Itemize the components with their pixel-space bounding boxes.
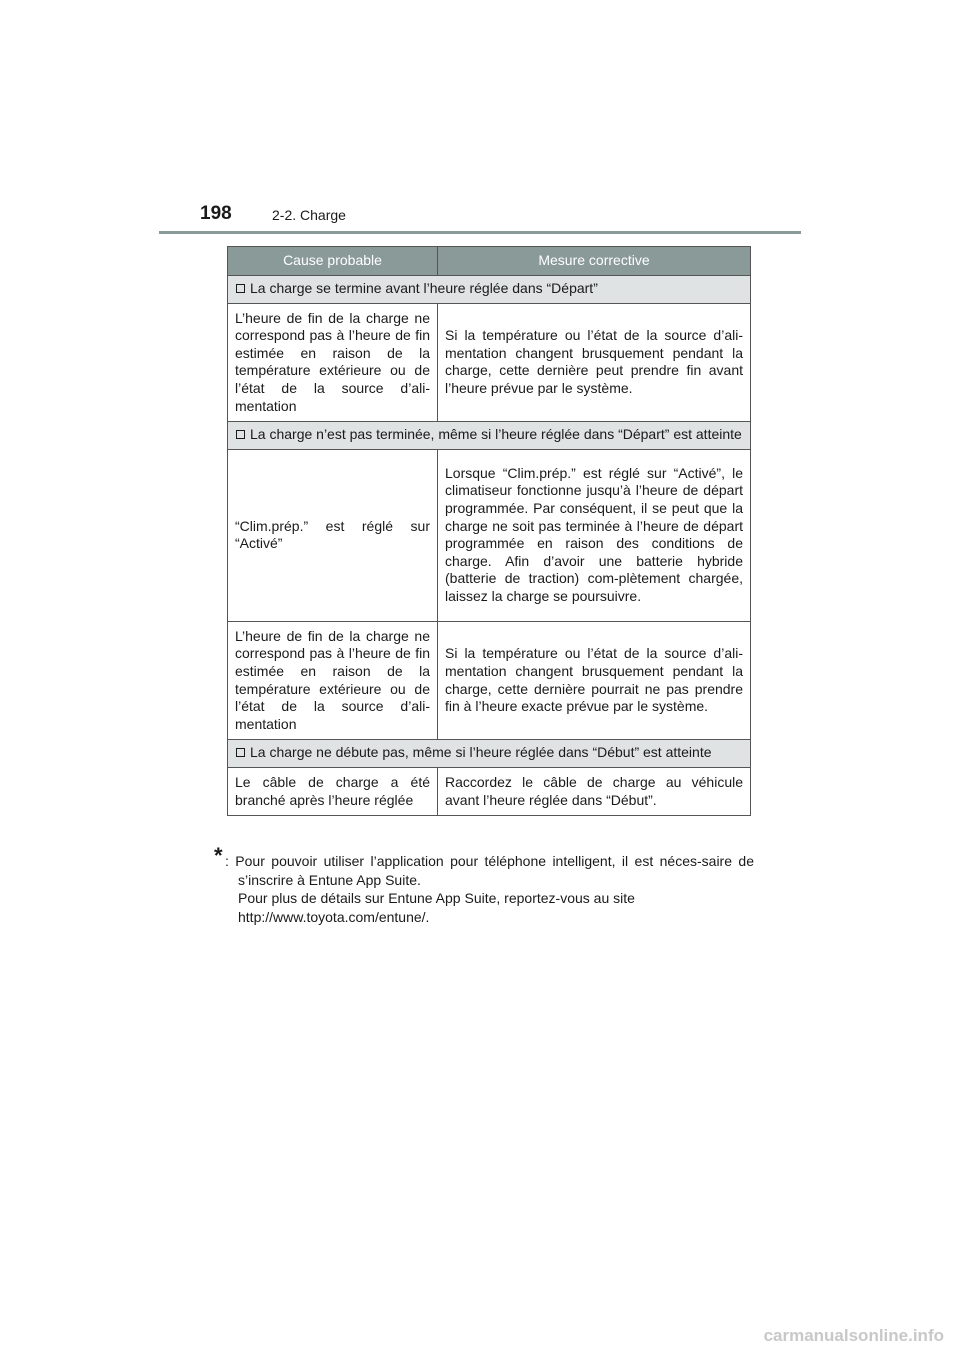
table-row	[228, 303, 751, 422]
table-header-row	[228, 247, 751, 276]
header-rule	[159, 231, 801, 234]
footnote-line-2: Pour plus de détails sur Entune App Suite, reportez-vous au site	[238, 890, 635, 906]
group-cell	[228, 740, 751, 768]
troubleshooting-table	[227, 246, 751, 816]
group-title: La charge n’est pas terminée, même si l’heure réglée dans “Départ” est atteinte	[250, 426, 742, 443]
checkbox-bullet-icon	[236, 430, 245, 439]
column-header-cause: Cause probable	[228, 247, 438, 276]
remedy-cell: Si la température ou l’état de la source d’ali-mentation changent brusquement pendant la charge, cette dernière peut prendre fin avant l’heure prévue par le système.	[438, 303, 751, 422]
table-row	[228, 449, 751, 621]
remedy-cell: Lorsque “Clim.prép.” est réglé sur “Activé”, le climatiseur fonctionne jusqu’à l’heure de départ programmée. Par conséquent, il se peut que la charge ne soit pas terminée à l’heure de départ programmée en raison des conditions de charge. Afin d’avoir une batterie hybride (batterie de traction) com-plètement chargée, laissez la charge se poursuivre.	[438, 449, 751, 621]
footnote	[214, 843, 754, 926]
table-row	[228, 621, 751, 740]
remedy-cell: Raccordez le câble de charge au véhicule avant l’heure réglée dans “Début”.	[438, 767, 751, 815]
page-number: 198	[200, 203, 232, 224]
group-title: La charge ne débute pas, même si l’heure réglée dans “Début” est atteinte	[250, 744, 712, 761]
footnote-asterisk: *	[214, 843, 223, 868]
section-title: 2-2. Charge	[272, 207, 346, 223]
column-header-remedy: Mesure corrective	[438, 247, 751, 276]
cause-cell: “Clim.prép.” est réglé sur “Activé”	[228, 449, 438, 621]
cause-cell: Le câble de charge a été branché après l’heure réglée	[228, 767, 438, 815]
group-cell	[228, 276, 751, 304]
footnote-line-1: : Pour pouvoir utiliser l’application pour téléphone intelligent, il est néces-saire de s’inscrire à Entune App Suite.	[225, 853, 754, 888]
cause-cell: L’heure de fin de la charge ne correspond pas à l’heure de fin estimée en raison de la température extérieure ou de l’état de la source d’ali-mentation	[228, 621, 438, 740]
group-row	[228, 422, 751, 450]
checkbox-bullet-icon	[236, 284, 245, 293]
footnote-url: http://www.toyota.com/entune/.	[238, 908, 430, 925]
group-cell	[228, 422, 751, 450]
cause-cell: L’heure de fin de la charge ne correspond pas à l’heure de fin estimée en raison de la température extérieure ou de l’état de la source d’ali-mentation	[228, 303, 438, 422]
table-row	[228, 767, 751, 815]
checkbox-bullet-icon	[236, 748, 245, 757]
watermark-text: carmanualsonline.info	[763, 1326, 944, 1345]
group-title: La charge se termine avant l’heure réglée dans “Départ”	[250, 280, 598, 296]
group-row	[228, 740, 751, 768]
group-row	[228, 276, 751, 304]
remedy-cell: Si la température ou l’état de la source d’ali-mentation changent brusquement pendant la charge, cette dernière pourrait ne pas prendre fin à l’heure exacte prévue par le système.	[438, 621, 751, 740]
